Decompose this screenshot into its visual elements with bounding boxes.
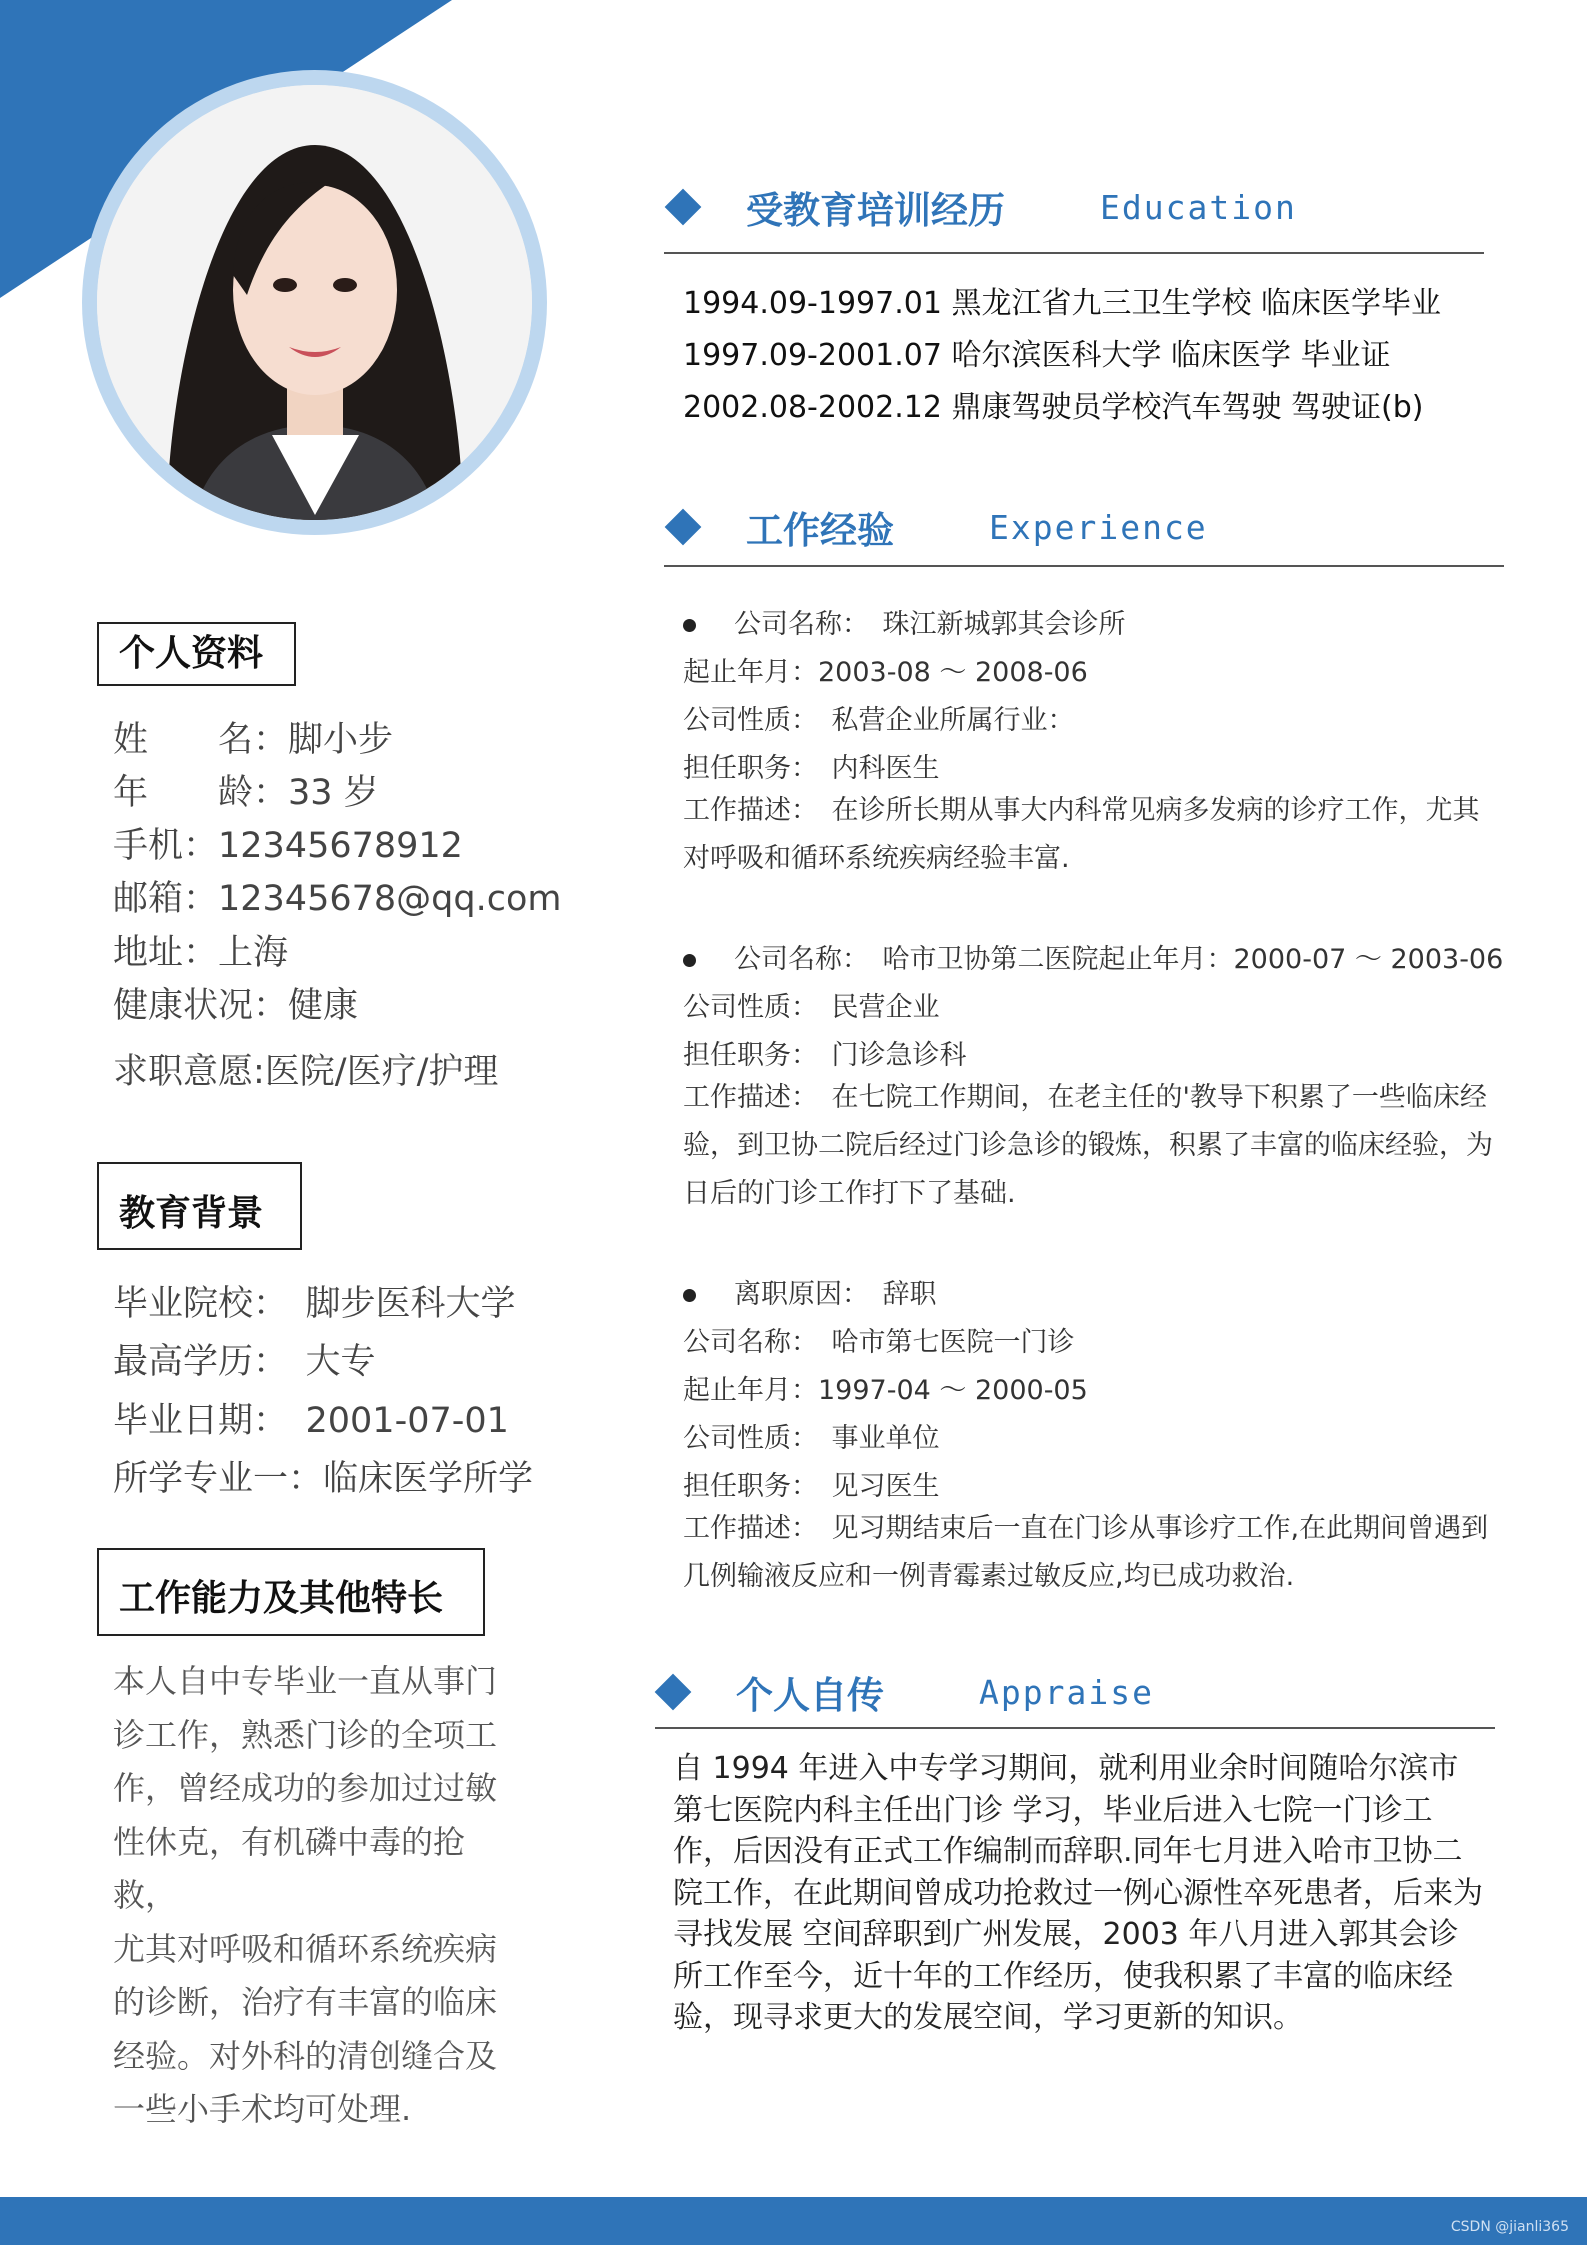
- education-title-cn: 受教育培训经历: [746, 189, 1005, 232]
- bullet-icon: [683, 1289, 696, 1302]
- job3-nature: 公司性质： 事业单位: [683, 1423, 940, 1454]
- education-entry: 2002.08-2002.12 鼎康驾驶员学校汽车驾驶 驾驶证(b): [683, 390, 1424, 425]
- appraise-divider: [655, 1727, 1495, 1729]
- profile-address: 地址：上海: [113, 933, 289, 973]
- skills-heading: 工作能力及其他特长: [97, 1548, 485, 1636]
- job2-nature: 公司性质： 民营企业: [683, 992, 940, 1023]
- appraise-text: 自 1994 年进入中专学习期间，就利用业余时间随哈尔滨市第七医院内科主任出门诊 学习，毕业后进入七院一门诊工作，后因没有正式工作编制而辞职.同年七月进入哈市卫协二院工作，在此期间曾成功抢救过一例心源性卒死患者，后来为寻找发展 空间辞职到广州发展，2003 年八月进入郭其会诊所工作至今，近十年的工作经历，使我积累了丰富的临床经验，现寻求更大的发展空间，学习更新的知识。: [673, 1751, 1483, 2035]
- job2-position: 担任职务： 门诊急诊科: [683, 1040, 967, 1071]
- experience-title-cn: 工作经验: [746, 509, 894, 552]
- profile-job-intention: 求职意愿:医院/医疗/护理: [113, 1052, 499, 1092]
- job1-description: 工作描述： 在诊所长期从事大内科常见病多发病的诊疗工作，尤其对呼吸和循环系统疾病经验丰富.: [683, 795, 1480, 874]
- job3-leave-reason: [683, 1272, 937, 1311]
- diamond-icon: [665, 189, 702, 226]
- job1-position: 担任职务： 内科医生: [683, 753, 940, 784]
- experience-section-title: [670, 500, 1208, 554]
- job2-head: 公司名称： 哈市卫协第二医院起止年月：2000-07 ～ 2003-06: [734, 944, 1504, 975]
- job2-company: [683, 937, 1503, 976]
- appraise-title-cn: 个人自传: [736, 1674, 884, 1717]
- job1-head: 公司名称： 珠江新城郭其会诊所: [734, 609, 1126, 640]
- bullet-icon: [683, 619, 696, 632]
- job1-period: 起止年月：2003-08 ～ 2008-06: [683, 657, 1088, 688]
- education-section-title: [670, 180, 1297, 234]
- job3-company: 公司名称： 哈市第七医院一门诊: [683, 1327, 1075, 1358]
- job3-position: 担任职务： 见习医生: [683, 1471, 940, 1502]
- job1-company: [683, 602, 1126, 641]
- education-divider: [664, 252, 1484, 254]
- profile-age: 年 龄：33 岁: [113, 773, 379, 813]
- job3-period: 起止年月：1997-04 ～ 2000-05: [683, 1375, 1088, 1406]
- profile-name: 姓 名：脚小步: [113, 720, 394, 760]
- education-entry: 1997.09-2001.07 哈尔滨医科大学 临床医学 毕业证: [683, 338, 1391, 373]
- watermark: CSDN @jianli365: [1450, 2219, 1569, 2235]
- edu-graduation-date: 毕业日期： 2001-07-01: [113, 1401, 509, 1441]
- experience-divider: [664, 565, 1504, 567]
- edu-major: 所学专业一：临床医学所学: [113, 1459, 534, 1499]
- edu-background-heading: 教育背景: [97, 1162, 302, 1250]
- appraise-title-en: Appraise: [979, 1672, 1154, 1712]
- job1-nature: 公司性质： 私营企业所属行业：: [683, 705, 1075, 736]
- profile-health: 健康状况：健康: [113, 986, 359, 1026]
- footer-bar: [0, 2197, 1587, 2245]
- profile-phone: 手机：12345678912: [113, 826, 463, 866]
- job3-head: 离职原因： 辞职: [734, 1279, 937, 1310]
- bullet-icon: [683, 954, 696, 967]
- job2-description: 工作描述： 在七院工作期间，在老主任的'教导下积累了一些临床经验，到卫协二院后经过门诊急诊的锻炼，积累了丰富的临床经验，为日后的门诊工作打下了基础.: [683, 1082, 1493, 1209]
- edu-degree: 最高学历： 大专: [113, 1342, 376, 1382]
- edu-school: 毕业院校： 脚步医科大学: [113, 1284, 516, 1324]
- job3-description: 工作描述： 见习期结束后一直在门诊从事诊疗工作,在此期间曾遇到几例输液反应和一例青霉素过敏反应,均已成功救治.: [683, 1513, 1489, 1592]
- profile-email: 邮箱：12345678@qq.com: [113, 879, 562, 919]
- experience-title-en: Experience: [989, 507, 1208, 547]
- diamond-icon: [665, 509, 702, 546]
- portrait-photo: [97, 85, 532, 520]
- profile-heading: 个人资料: [97, 622, 296, 686]
- skills-text: 本人自中专毕业一直从事门 诊工作，熟悉门诊的全项工 作，曾经成功的参加过过敏 性休克，有机磷中毒的抢救， 尤其对呼吸和循环系统疾病 的诊断，治疗有丰富的临床 经验。对外科的清创缝合及 一些小手术均可处理.: [113, 1662, 498, 2128]
- education-entry: 1994.09-1997.01 黑龙江省九三卫生学校 临床医学毕业: [683, 286, 1442, 321]
- diamond-icon: [655, 1674, 692, 1711]
- education-title-en: Education: [1100, 187, 1297, 227]
- appraise-section-title: [660, 1665, 1154, 1719]
- portrait-icon: [97, 85, 532, 520]
